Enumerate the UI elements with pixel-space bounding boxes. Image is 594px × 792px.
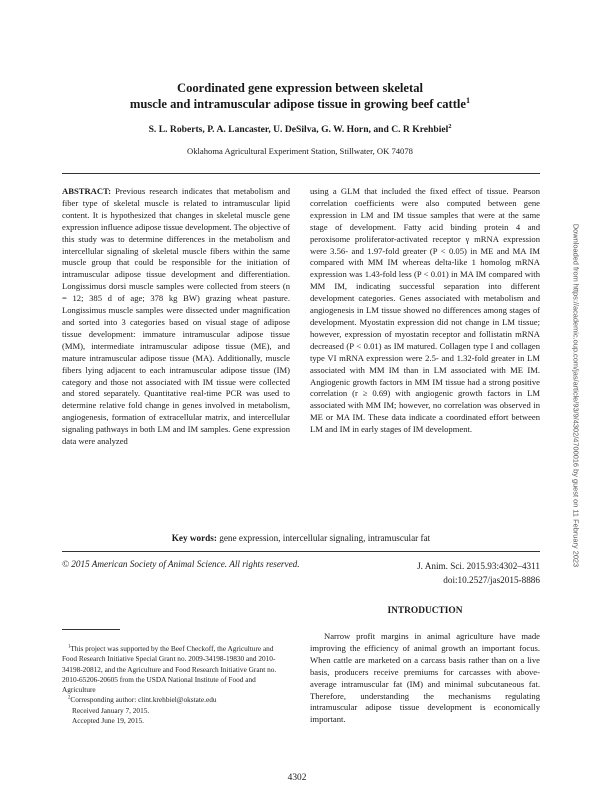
journal-info xyxy=(384,559,540,587)
footnote-rule xyxy=(62,629,120,630)
author-list xyxy=(60,124,540,135)
page-number: 4302 xyxy=(287,773,307,783)
title-footnote-marker: 1 xyxy=(465,95,471,105)
journal-reference: J. Anim. Sci. 2015.93:4302–4311 xyxy=(417,561,540,571)
keywords-text: gene expression, intercellular signaling, intramuscular fat xyxy=(219,533,431,543)
keywords-label: Key words: xyxy=(171,533,217,543)
paper-title xyxy=(60,80,540,112)
introduction-text: Narrow profit margins in animal agriculture have made improving the efficiency of animal growth an important focus. When cattle are marketed on a carcass basis rather than on a live basis, producers receive premiums for carcasses with above-average intramuscular fat (IM) and minimal subcutaneous fat. Therefore, understanding the mechanisms regulating intramuscular adipose tissue development is economically important. xyxy=(310,631,540,725)
copyright-notice: © 2015 American Society of Animal Science. All rights reserved. xyxy=(62,559,300,569)
authors-text: S. L. Roberts, P. A. Lancaster, U. DeSilva, G. W. Horn, and C. R Krehbiel xyxy=(148,124,449,135)
accepted-date: Accepted June 19, 2015. xyxy=(72,716,144,726)
doi-text: doi:10.2527/jas2015-8886 xyxy=(443,575,540,585)
introduction-heading: INTRODUCTION xyxy=(387,606,463,616)
download-watermark xyxy=(556,0,594,792)
abstract-right-text: using a GLM that included the fixed effect of tissue. Pearson correlation coefficients were also computed between gene expression in LM and IM tissue samples that were at the same stage of development. Fatty acid binding protein 4 and peroxisome proliferator-activated receptor γ mRNA expression were 3.56- and 1.97-fold greater (P < 0.05) in ME and MA IM compared with MM IM whereas delta-like 1 homolog mRNA expression was 1.43-fold less (P < 0.01) in MA IM compared with MM IM, indicating successful separation into different development categories. Genes associated with metabolism and angiogenesis in LM tissue showed no differences among stages of development. Myostatin expression did not change in LM tissue; however, expression of myostatin receptor and follistatin mRNA decreased (P < 0.01) as IM matured. Collagen type I and collagen type VI mRNA expression were 2.5- and 1.32-fold greater in LM associated with MM IM than in LM associated with ME IM. Angiogenic growth factors in MM IM tissue had a strong positive correlation (r ≥ 0.69) with angiogenic growth factors in LM associated with MM IM; however, no correlation was observed in ME or MA IM. These data indicate a coordinated effort between LM and IM in early stages of IM development. xyxy=(310,186,540,435)
title-line1: Coordinated gene expression between skeletal xyxy=(176,81,424,95)
abstract-left-text: Previous research indicates that metabolism and fiber type of skeletal muscle is related to intramuscular lipid content. It is hypothesized that changes in skeletal muscle gene expression influence adipose tissue development. The objective of this study was to determine differences in the metabolism and intercellular signaling of skeletal muscle fibers within the same muscle group that could be responsible for the initiation of intramuscular adipose tissue development and differentiation. Longissimus dorsi muscle samples were collected from steers (n = 12; 385 d of age; 378 kg BW) grazing wheat pasture. Longissimus muscle samples were dissected under magnification and sorted into 3 categories based on visual stage of adipose tissue development: immature intramuscular adipose tissue (MM), intermediate intramuscular adipose tissue (ME), and mature intramuscular adipose tissue (MA). Additionally, muscle fibers lying adjacent to each intramuscular adipose tissue (IM) category and those not associated with IM tissue were collected and stored separately. Quantitative real-time PCR was used to determine relative fold change in genes involved in metabolism, angiogenesis, formation of extracellular matrix, and intercellular signaling pathways in both LM and IM samples. Gene expression data were analyzed xyxy=(62,186,290,447)
footnotes: $^1$This project was supported by the Beef Checkoff, the Agriculture and Food Research Initiative Special Grant no. 2009-34198-19830 and 2010-34198-20812, and the Agriculture and Food Research Initiative Grant no. 2010-65206-20605 from the USDA National Institute of Food and Agriculture $^2$Corresponding author: clint.krehbiel@okstate.edu Received January 7, 2015. Accepted June 19, 2015. xyxy=(62,644,290,726)
affiliation: Oklahoma Agricultural Experiment Station, Stillwater, OK 74078 xyxy=(187,146,413,156)
top-rule xyxy=(62,173,540,174)
abstract-right-column xyxy=(310,186,540,436)
abstract-label: ABSTRACT: xyxy=(62,186,112,196)
keywords-line xyxy=(62,533,540,543)
authors-footnote-marker: 2 xyxy=(448,122,452,130)
footnote-1: This project was supported by the Beef Checkoff, the Agriculture and Food Research Initiative Special Grant no. 2009-34198-19830 and 2010-34198-20812, and the Agriculture and Food Research Initiative Grant no. 2010-65206-20605 from the USDA National Institute of Food and Agriculture xyxy=(62,644,277,695)
download-watermark-text: Downloaded from https://academic.oup.com/jas/article/93/9/4302/4700016 by guest on 11 February 2023 xyxy=(571,223,581,568)
footnote-2: Corresponding author: clint.krehbiel@okstate.edu xyxy=(70,695,217,705)
keywords-rule xyxy=(62,551,540,552)
title-line2: muscle and intramuscular adipose tissue in growing beef cattle xyxy=(129,97,466,111)
abstract-left-column xyxy=(62,186,290,448)
received-date: Received January 7, 2015. xyxy=(72,705,150,715)
